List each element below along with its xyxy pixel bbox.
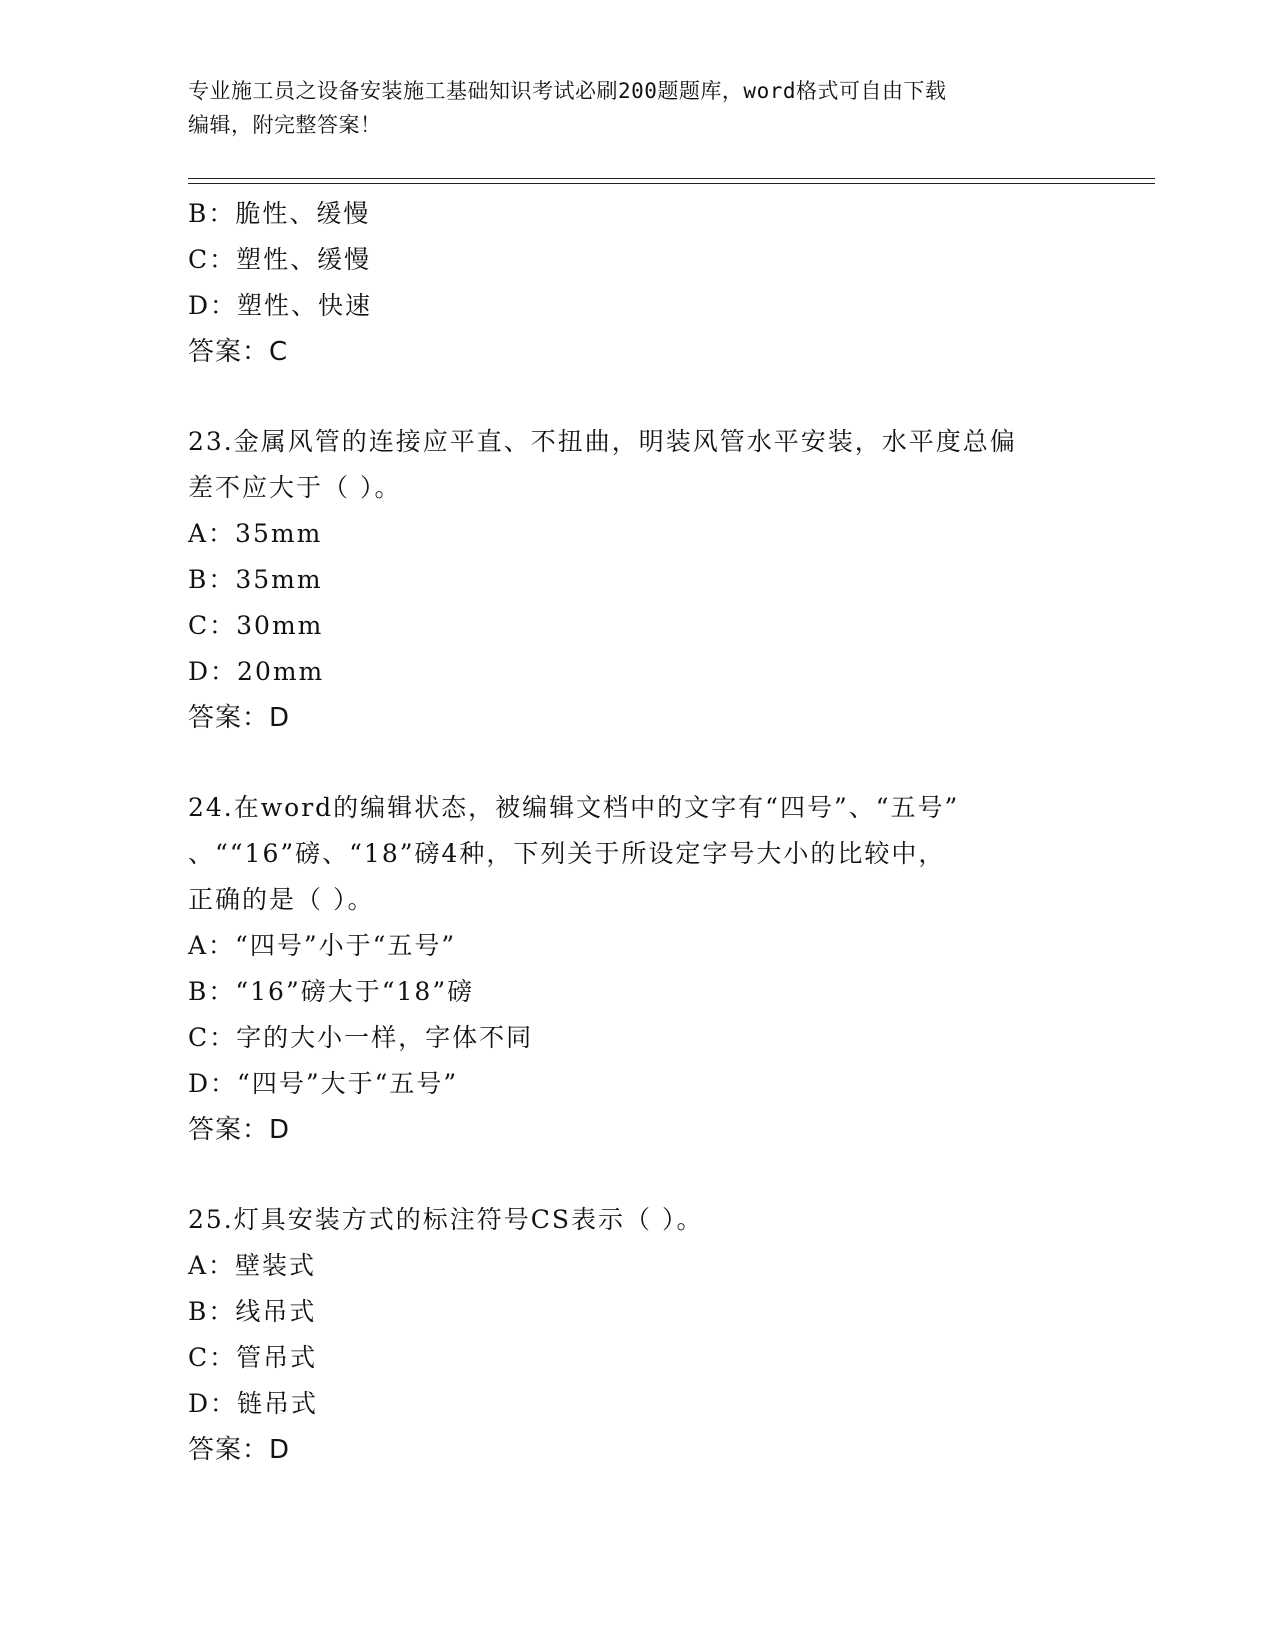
answer-line: 答案：D [188, 1115, 291, 1145]
option-c: C：塑性、缓慢 [188, 245, 372, 274]
question-24 [188, 785, 1088, 1153]
option-b: B：“16”磅大于“18”磅 [188, 977, 475, 1006]
question-stem-line: 正确的是（ ）。 [188, 885, 375, 914]
option-b: B：35mm [188, 565, 323, 594]
document-header [188, 74, 1078, 142]
option-d: D：20mm [188, 657, 325, 686]
option-a: A：“四号”小于“五号” [188, 931, 457, 960]
question-25 [188, 1197, 1088, 1473]
header-divider-bottom [188, 183, 1155, 184]
option-d: D：塑性、快速 [188, 291, 373, 320]
option-a: A：35mm [188, 519, 323, 548]
option-c: C：字的大小一样，字体不同 [188, 1023, 534, 1052]
option-a: A：壁装式 [188, 1251, 317, 1280]
answer-line: 答案：C [188, 337, 289, 367]
option-b: B：线吊式 [188, 1297, 317, 1326]
question-22 [188, 191, 1088, 375]
question-stem-line: 25.灯具安装方式的标注符号CS表示（ ）。 [188, 1205, 704, 1234]
question-stem-line: 24.在word的编辑状态，被编辑文档中的文字有“四号”、“五号” [188, 793, 960, 822]
option-d: D：“四号”大于“五号” [188, 1069, 459, 1098]
header-title-line-2: 编辑，附完整答案！ [188, 113, 382, 137]
question-stem-line: 差不应大于（ ）。 [188, 473, 402, 502]
option-c: C：管吊式 [188, 1343, 318, 1372]
header-divider-top [188, 178, 1155, 179]
question-23 [188, 419, 1088, 741]
option-b: B：脆性、缓慢 [188, 199, 371, 228]
question-list [188, 191, 1088, 1473]
answer-line: 答案：D [188, 1435, 291, 1465]
option-d: D：链吊式 [188, 1389, 319, 1418]
question-stem-line: 23.金属风管的连接应平直、不扭曲，明装风管水平安装，水平度总偏 [188, 427, 1017, 456]
option-c: C：30mm [188, 611, 324, 640]
question-stem-line: 、““16”磅、“18”磅4种，下列关于所设定字号大小的比较中， [188, 839, 946, 868]
header-title-line-1: 专业施工员之设备安装施工基础知识考试必刷200题题库，word格式可自由下载 [188, 79, 947, 103]
answer-line: 答案：D [188, 703, 291, 733]
